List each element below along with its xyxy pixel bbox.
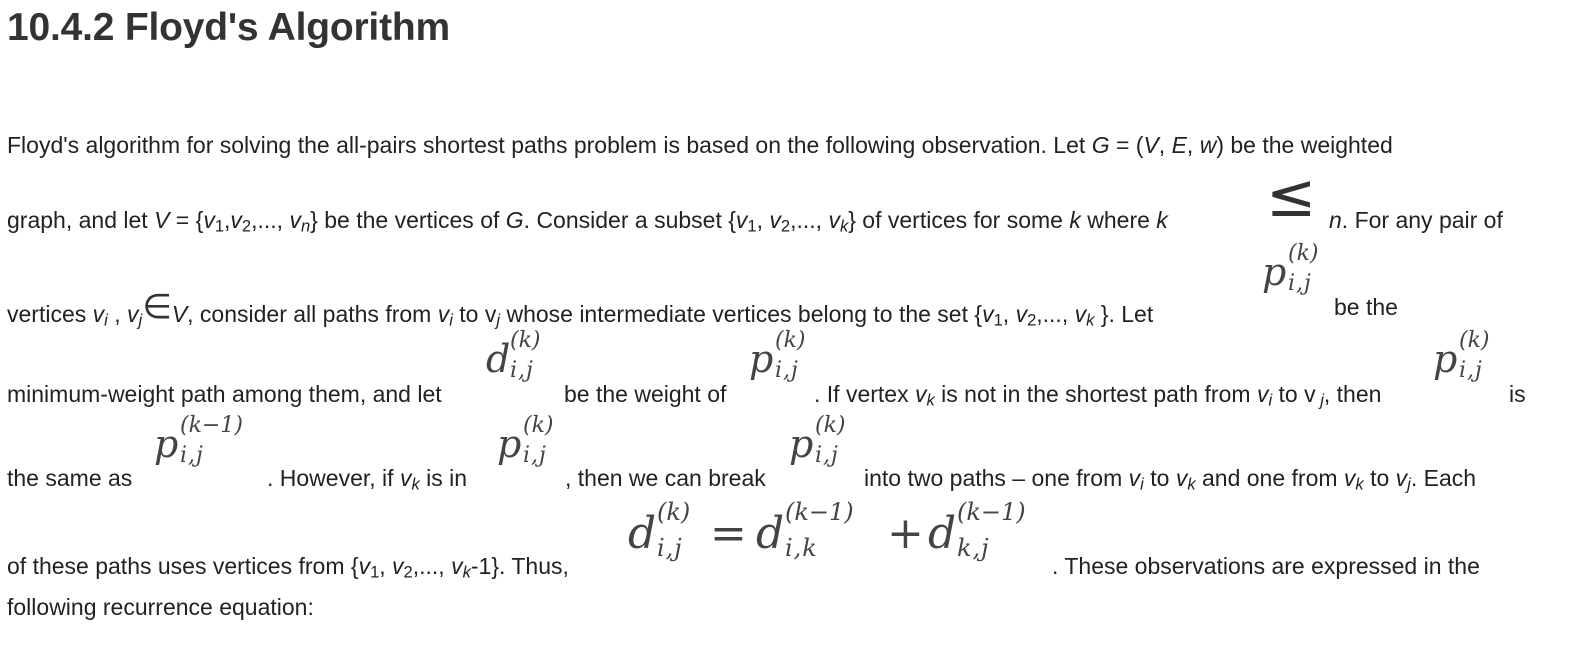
paragraph-line-2: graph, and let $V = \{v_1,v_2$,..., $v_n$} be the vertices of G. Consider a subset {$v_1$, $v_2$,..., $v_k$} of vertices for some k where k <box>7 207 1168 236</box>
math-p-ij-k1-line5: p (k−1) i,j <box>154 413 243 468</box>
element-of-symbol: ∈ <box>142 287 172 327</box>
paragraph-line-5-end: into two paths – one from $v_i$ to $v_k$ and one from $v_k$ to $v_j$. Each <box>864 465 1477 494</box>
paragraph-line-3-end: be the <box>1334 294 1398 320</box>
paragraph-line-5-b: . However, if $v_k$ is in <box>267 465 468 494</box>
paragraph-line-4-c: . If vertex $v_k$ is not in the shortest path from $v_i$ to v $_j$, then <box>814 381 1382 410</box>
paragraph-line-4-end: is <box>1509 381 1526 407</box>
paragraph-line-6-end: . These observations are expressed in the <box>1052 553 1480 579</box>
math-p-ij-k-line3: p (k) i,j <box>1262 241 1319 296</box>
paragraph-line-4-b: be the weight of <box>564 381 727 407</box>
paragraph-line-3: vertices $v_i$ , $v_j\in V$, consider all paths from $v_i$ to $v_j$ whose intermediate vertices belong to the set {$v_1$, $v_2$,..., $v_k$ }. Let <box>7 287 1154 330</box>
paragraph-line-4: minimum-weight path among them, and let <box>7 381 442 407</box>
math-p-ij-k-line4a: p (k) i,j <box>749 328 806 383</box>
paragraph-line-2-end: n. For any pair of <box>1329 207 1503 233</box>
math-p-ij-k-line5b: p (k) i,j <box>789 413 846 468</box>
paragraph-line-5-c: , then we can break <box>565 465 766 491</box>
paragraph-line-1: Floyd's algorithm for solving the all-pairs shortest paths problem is based on the following observation. Let G = (V, E, w) be the weighted <box>7 132 1393 158</box>
paragraph-line-6: of these paths uses vertices from {$v_1$, $v_2$,..., $v_k-1$}. Thus, <box>7 553 569 582</box>
paragraph-line-5: the same as <box>7 465 133 491</box>
paragraph-line-7: following recurrence equation: <box>7 594 314 620</box>
math-p-ij-k-line5a: p (k) i,j <box>497 413 554 468</box>
less-than-or-equal-symbol: ≤ <box>1266 161 1317 231</box>
math-d-ij-k-line4: d (k) i,j <box>486 328 541 383</box>
math-p-ij-k-line4b: p (k) i,j <box>1433 328 1490 383</box>
page-title: 10.4.2 Floyd's Algorithm <box>7 6 450 49</box>
math-recurrence-equation: d (k) i,j = d (k−1) i,k + d (k−1) k,j <box>628 498 1026 562</box>
